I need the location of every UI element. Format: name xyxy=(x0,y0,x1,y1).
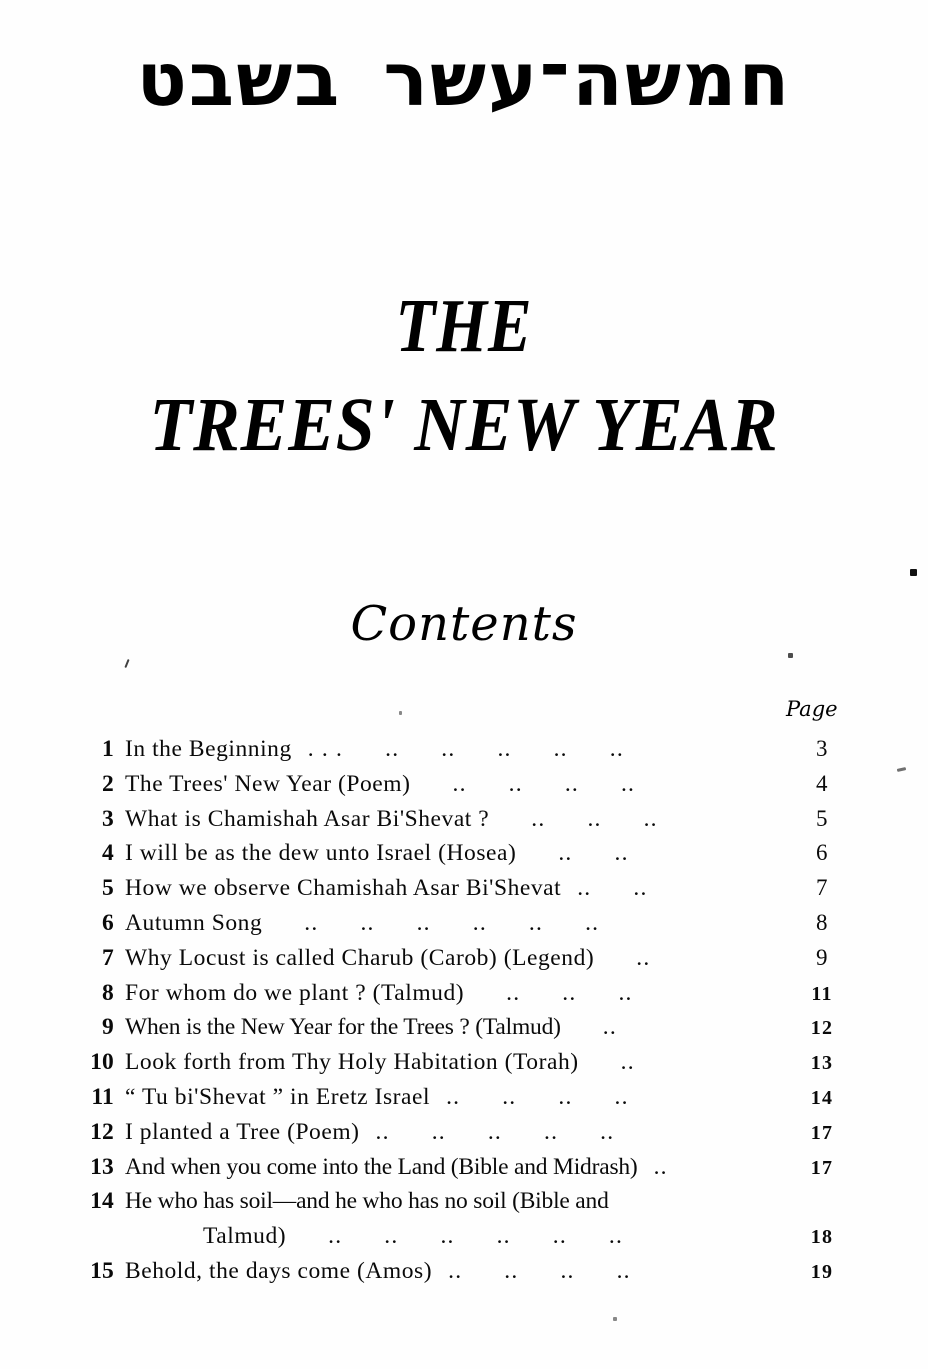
toc-row[interactable] xyxy=(70,1119,870,1154)
hebrew-title-word-2: בשבט xyxy=(136,37,342,123)
toc-row[interactable] xyxy=(70,980,870,1015)
toc-entry-body xyxy=(114,736,770,763)
page-column-header: Page xyxy=(786,697,838,721)
hebrew-title xyxy=(0,34,928,127)
toc-entry-page-number: 9 xyxy=(816,944,828,970)
toc-entry-title: “ Tu bi'Shevat ” in Eretz Israel xyxy=(125,1083,431,1110)
toc-entry-body xyxy=(114,1258,770,1285)
toc-row[interactable] xyxy=(70,1154,870,1189)
toc-entry-body xyxy=(114,840,770,867)
toc-dot-leader: .. .. .. .. .. xyxy=(375,1118,615,1145)
toc-row[interactable] xyxy=(70,840,870,875)
toc-dot-leader: .. .. .. .. .. .. xyxy=(328,1223,624,1250)
scan-speck-icon xyxy=(910,569,917,576)
toc-row[interactable] xyxy=(70,806,870,841)
toc-row[interactable] xyxy=(70,1049,870,1084)
toc-dot-leader: .. .. xyxy=(558,840,629,867)
toc-entry-page-number: 3 xyxy=(816,736,828,761)
toc-entry-number: 14 xyxy=(90,1188,114,1215)
toc-row[interactable] xyxy=(70,1188,870,1223)
toc-entry-page-number: 12 xyxy=(810,1017,834,1040)
toc-entry-body xyxy=(114,1014,770,1041)
toc-entry-page-number: 17 xyxy=(810,1156,834,1179)
toc-entry-body xyxy=(114,1223,770,1250)
toc-row[interactable] xyxy=(70,910,870,945)
toc-dot-leader: .. xyxy=(653,1153,668,1180)
toc-entry-page-number: 6 xyxy=(816,840,828,866)
toc-dot-leader: . . . .. .. .. .. .. xyxy=(307,736,624,762)
toc-row[interactable] xyxy=(70,771,870,806)
toc-entry-title: What is Chamishah Asar Bi'Shevat ? xyxy=(125,805,490,832)
toc-dot-leader: .. .. .. xyxy=(506,979,633,1006)
toc-entry-body xyxy=(114,806,770,833)
toc-entry-page-number: 13 xyxy=(810,1052,834,1075)
toc-entry-page-number: 11 xyxy=(811,982,833,1005)
toc-entry-number: 12 xyxy=(90,1118,114,1145)
toc-entry-number: 13 xyxy=(90,1153,114,1180)
toc-entry-title: For whom do we plant ? (Talmud) xyxy=(125,979,465,1006)
toc-entry-number: 3 xyxy=(102,805,114,832)
toc-entry-body xyxy=(114,980,770,1007)
toc-dot-leader: .. xyxy=(602,1014,617,1041)
scan-speck-icon xyxy=(788,653,793,658)
toc-entry-title: I planted a Tree (Poem) xyxy=(125,1118,360,1145)
toc-dot-leader: .. .. .. xyxy=(531,805,658,832)
toc-entry-page-number: 7 xyxy=(816,875,828,901)
toc-entry-number: 9 xyxy=(102,1014,114,1041)
scan-speck-icon xyxy=(897,767,906,772)
toc-row[interactable] xyxy=(70,945,870,980)
toc-entry-title: And when you come into the Land (Bible and Midrash) xyxy=(125,1153,638,1180)
contents-heading: Contents xyxy=(350,596,578,652)
scan-speck-icon xyxy=(613,1317,617,1321)
toc-entry-title: Behold, the days come (Amos) xyxy=(125,1257,433,1284)
toc-entry-body xyxy=(114,1084,770,1111)
book-title-line-2: TREES' NEW YEAR xyxy=(149,383,779,467)
toc-entry-page-number: 8 xyxy=(816,909,828,935)
toc-entry-body xyxy=(114,875,770,902)
toc-entry-body xyxy=(114,945,770,972)
toc-entry-number: 2 xyxy=(102,770,114,797)
toc-dot-leader: .. .. xyxy=(577,875,648,902)
toc-entry-body xyxy=(114,1154,770,1181)
toc-dot-leader: .. xyxy=(620,1049,635,1076)
scan-tick-mark-icon xyxy=(124,659,129,668)
toc-entry-page-number: 4 xyxy=(816,770,828,796)
toc-entry-title: I will be as the dew unto Israel (Hosea) xyxy=(125,840,517,867)
scan-speck-icon xyxy=(399,711,402,715)
toc-entry-title: In the Beginning xyxy=(125,736,292,762)
toc-entry-number: 15 xyxy=(90,1257,114,1284)
toc-entry-title: The Trees' New Year (Poem) xyxy=(125,770,411,797)
toc-entry-number: 4 xyxy=(102,840,114,867)
toc-entry-number: 11 xyxy=(91,1083,114,1110)
toc-dot-leader: .. .. .. .. xyxy=(446,1083,629,1110)
toc-entry-body xyxy=(114,1119,770,1146)
table-of-contents xyxy=(70,736,870,1293)
toc-entry-title: Talmud) xyxy=(203,1223,287,1250)
toc-entry-number: 1 xyxy=(102,736,114,762)
toc-entry-title: He who has soil—and he who has no soil (Bible and xyxy=(125,1188,609,1215)
toc-entry-page-number: 19 xyxy=(810,1260,834,1283)
toc-entry-number: 6 xyxy=(102,909,114,936)
toc-entry-number: 8 xyxy=(102,979,114,1006)
toc-dot-leader: .. xyxy=(636,944,651,971)
toc-row[interactable] xyxy=(70,1258,870,1293)
toc-dot-leader: .. .. .. .. .. .. xyxy=(304,909,600,936)
toc-entry-page-number: 18 xyxy=(810,1226,834,1249)
book-title-line-1: THE xyxy=(395,284,533,368)
toc-row[interactable] xyxy=(70,1014,870,1049)
toc-entry-title: Look forth from Thy Holy Habitation (Torah) xyxy=(125,1049,579,1076)
toc-entry-body xyxy=(114,1049,770,1076)
toc-dot-leader: .. .. .. .. xyxy=(452,770,636,797)
toc-entry-title: Autumn Song xyxy=(125,909,263,936)
toc-row[interactable] xyxy=(70,1084,870,1119)
toc-row[interactable] xyxy=(70,875,870,910)
book-title xyxy=(0,284,928,467)
toc-entry-number: 10 xyxy=(90,1049,114,1076)
toc-entry-title: Why Locust is called Charub (Carob) (Legend) xyxy=(125,944,595,971)
toc-dot-leader: .. .. .. .. xyxy=(448,1257,631,1284)
toc-row[interactable] xyxy=(70,1223,870,1258)
toc-entry-page-number: 17 xyxy=(810,1121,834,1144)
toc-entry-number: 5 xyxy=(102,875,114,902)
hebrew-title-word-1: חמשה־עשר xyxy=(383,37,792,123)
toc-entry-number: 7 xyxy=(102,944,114,971)
toc-entry-page-number: 14 xyxy=(810,1086,834,1109)
toc-row[interactable] xyxy=(70,736,870,771)
toc-entry-page-number: 5 xyxy=(816,805,828,831)
toc-entry-title: When is the New Year for the Trees ? (Talmud) xyxy=(125,1014,561,1041)
toc-entry-title: How we observe Chamishah Asar Bi'Shevat xyxy=(125,875,562,902)
toc-entry-body xyxy=(114,910,770,937)
toc-entry-body xyxy=(114,771,770,798)
toc-entry-body xyxy=(114,1188,770,1215)
